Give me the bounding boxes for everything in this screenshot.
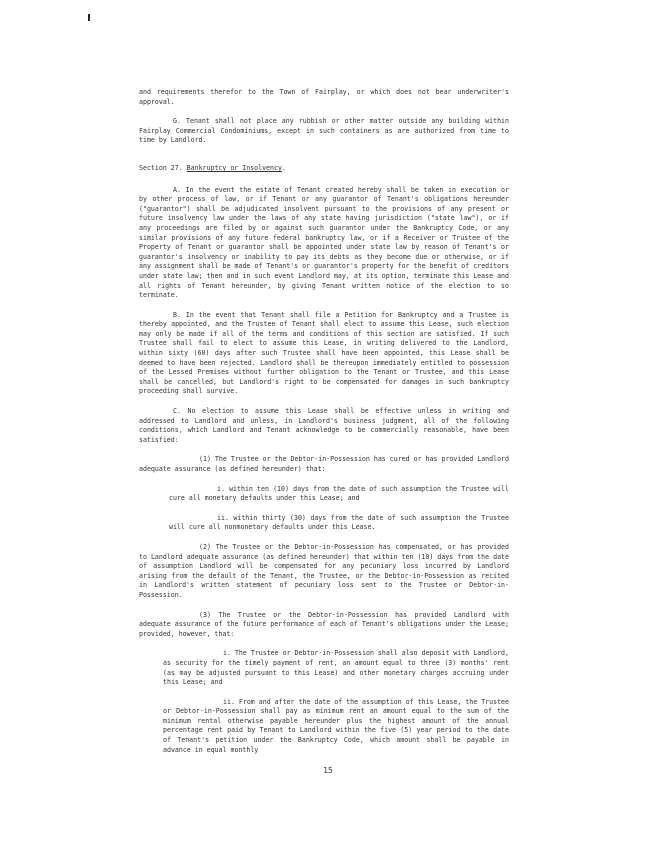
section-heading: [139, 164, 509, 174]
paragraph-b: B. In the event that Tenant shall file a Petition for Bankruptcy and a Trustee is thereby appointed, and the Trustee of Tenant shall elect to assume this Lease, such election may only be made if all of the terms and conditions of this section are satisfied. If such Trustee shall fail to elect to assume this Lease, in writing delivered to the Landlord, within sixty (60) days after such Trustee shall have been appointed, this Lease shall be deemed to have been rejected. Landlord shall be thereupon immediately entitled to possession of the Lessed Premises without further obligation to the Tenant or Trustee, and this Lease shall be cancelled, but Landlord's right to be compensated for damages in such bankruptcy proceeding shall survive.: [139, 310, 509, 396]
section-title: Bankruptcy or Insolvency: [186, 163, 282, 172]
section-number: Section 27.: [139, 163, 183, 172]
paragraph-c-3-ii: ii. From and after the date of the assumption of this Lease, the Trustee or Debtor-in-Possession shall pay as minimum rent an amount equal to the sum of the minimum rental otherwise payable hereunder plus the highest amount of the annual percentage rent paid by Tenant to Landlord within the five (5) year period to the date of Tenant's petition under the Bankruptcy Code, which amount shall be payable in advance in equal monthly: [163, 697, 509, 754]
section-suffix: .: [281, 163, 286, 172]
paragraph-a: A. In the event the estate of Tenant created hereby shall be taken in execution or by other process of law, or if Tenant or any guarantor of Tenant's obligations hereunder ("guarantor") shall be adjudicated insolvent pursuant to the provisions of any present or future insolvency law under the laws of any state having jurisdiction ("state law"), or if any proceedings are filed by or against such guarantor under the Bankruptcy Code, or any similar provisions of any future federal bankruptcy law, or if a Receiver or Trustee of the Property of Tenant or guarantor shall be appointed under state law by reason of Tenant's or guarantor's insolvency or inability to pay its debts as they become due or otherwise, or if any assignment shall be made of Tenant's or guarantor's property for the benefit of creditors under state law; then and in such event Landlord may, at its option, terminate this Lease and all rights of Tenant hereunder, by giving Tenant written notice of the election to so terminate.: [139, 185, 509, 300]
paragraph-c: C. No election to assume this Lease shall be effective unless in writing and addressed to Landlord and unless, in Landlord's business judgment, all of the following conditions, which Landlord and Tenant acknowledge to be commercially reasonable, have been satisfied:: [139, 407, 509, 444]
scan-mark: [88, 14, 90, 21]
paragraph-g: G. Tenant shall not place any rubbish or other matter outside any building within Fairplay Commercial Condominiums, except in such containers as are authorized from time to time by Landlord.: [139, 117, 509, 145]
document-body: [139, 88, 509, 755]
paragraph-c-2: (2) The Trustee or the Debtor-in-Possession has compensated, or has provided to Landlord adequate assurance (as defined hereunder) that within ten (10) days from the date of assumption Landlord will be compensated for any pecuniary loss incurred by Landlord arising from the default of the Tenant, the Trustee, or the Debtor-in-Possession as recited in Landlord's written statement of pecuniary loss sent to the Trustee or Debtor-in-Possession.: [139, 542, 509, 599]
paragraph-c-3: (3) The Trustee or the Debtor-in-Possession has provided Landlord with adequate assurance of the future performance of each of Tenant's obligations under the Lease; provided, however, that:: [139, 610, 509, 638]
page-number: 15: [323, 766, 333, 775]
paragraph-c-1-i: i. within ten (10) days from the date of such assumption the Trustee will cure all monetary defaults under this Lease; and: [169, 484, 509, 503]
paragraph-c-1: (1) The Trustee or the Debtor-in-Possession has cured or has provided Landlord adequate assurance (as defined hereunder) that:: [139, 455, 509, 473]
paragraph-c-3-i: i. The Trustee or Debtor-in-Possession shall also deposit with Landlord, as security for the timely payment of rent, an amount equal to three (3) months' rent (as may be adjusted pursuant to this Lease) and other monetary charges accruing under this Lease; and: [163, 649, 509, 687]
paragraph-c-1-ii: ii. within thirty (30) days from the date of such assumption the Trustee will cure all nonmonetary defaults under this Lease.: [169, 513, 509, 532]
paragraph-continuation: and requirements therefor to the Town of Fairplay, or which does not bear underwriter's approval.: [139, 88, 509, 106]
